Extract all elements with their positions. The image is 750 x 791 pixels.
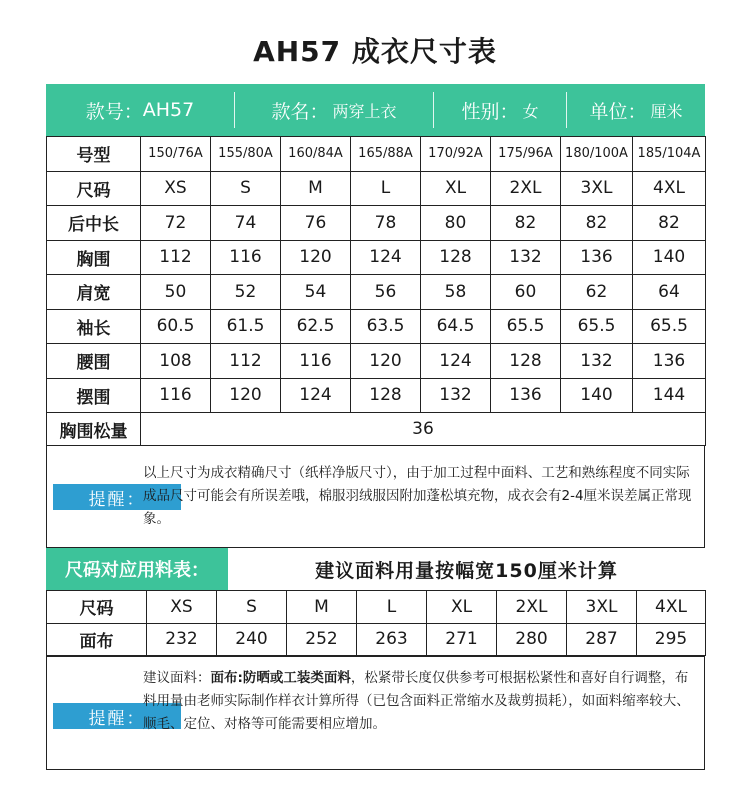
size-cell: 52 [211, 275, 281, 310]
fabric-cell: 280 [497, 623, 567, 656]
size-cell: 132 [491, 240, 561, 275]
size-table [46, 136, 706, 446]
info-header-bar [46, 84, 705, 136]
size-cell: 108 [141, 344, 211, 379]
fabric-cell: 252 [287, 623, 357, 656]
size-cell: 160/84A [281, 137, 351, 172]
size-cell: 72 [141, 206, 211, 241]
size-cell: 65.5 [561, 309, 633, 344]
header-divider [234, 92, 235, 128]
ease-label: 胸围松量 [47, 413, 141, 446]
header-divider [433, 92, 434, 128]
style-number [46, 84, 234, 136]
size-cell: 56 [351, 275, 421, 310]
size-row [47, 275, 706, 310]
size-cell: 80 [421, 206, 491, 241]
size-cell: 128 [351, 378, 421, 413]
size-cell: 3XL [561, 171, 633, 206]
fabric-cell: 4XL [637, 591, 706, 624]
row-header: 尺码 [47, 171, 141, 206]
size-cell: 132 [561, 344, 633, 379]
fabric-cell: 295 [637, 623, 706, 656]
size-cell: 116 [141, 378, 211, 413]
size-row [47, 240, 706, 275]
size-cell: 136 [491, 378, 561, 413]
size-cell: 185/104A [633, 137, 706, 172]
page-title: AH57 成衣尺寸表 [253, 35, 497, 68]
size-cell: 112 [141, 240, 211, 275]
size-cell: 63.5 [351, 309, 421, 344]
size-cell: 170/92A [421, 137, 491, 172]
fabric-cell: 232 [147, 623, 217, 656]
fabric-amount-row [47, 623, 706, 656]
fabric-notice-box [46, 656, 705, 770]
fabric-cell: 3XL [567, 591, 637, 624]
row-header: 面布 [47, 623, 147, 656]
size-cell: 155/80A [211, 137, 281, 172]
fabric-cell: M [287, 591, 357, 624]
header-divider [566, 92, 567, 128]
fabric-cell: 287 [567, 623, 637, 656]
size-cell: 120 [281, 240, 351, 275]
size-cell: 112 [211, 344, 281, 379]
size-cell: M [281, 171, 351, 206]
fabric-notice-body: ，松紧带长度仅供参考可根据松紧性和喜好自行调整，布料用量由老师实际制作样衣计算所得（已包含面料正常缩水及裁剪损耗），如面料缩率较大、顺毛、定位、对格等可能需要相应增加。 [143, 670, 690, 732]
size-cell: 4XL [633, 171, 706, 206]
size-cell: 65.5 [491, 309, 561, 344]
size-cell: 128 [421, 240, 491, 275]
size-cell: 58 [421, 275, 491, 310]
size-cell: 175/96A [491, 137, 561, 172]
ease-value: 36 [141, 413, 706, 446]
style-number-value: AH57 [142, 99, 195, 121]
row-header: 肩宽 [47, 275, 141, 310]
size-cell: 116 [281, 344, 351, 379]
size-row [47, 171, 706, 206]
size-cell: 62.5 [281, 309, 351, 344]
size-cell: 120 [351, 344, 421, 379]
size-cell: 124 [281, 378, 351, 413]
fabric-cell: 240 [217, 623, 287, 656]
size-cell: 61.5 [211, 309, 281, 344]
fabric-cell: XS [147, 591, 217, 624]
size-cell: 180/100A [561, 137, 633, 172]
size-cell: 116 [211, 240, 281, 275]
fabric-notice-text [143, 667, 695, 736]
fabric-notice-badge: 提醒： [53, 703, 181, 729]
fabric-cell: 271 [427, 623, 497, 656]
row-header: 尺码 [47, 591, 147, 624]
row-header: 后中长 [47, 206, 141, 241]
size-row [47, 137, 706, 172]
size-cell: 82 [633, 206, 706, 241]
fabric-cell: 2XL [497, 591, 567, 624]
size-cell: 78 [351, 206, 421, 241]
style-name-label: 款名： [271, 100, 329, 123]
ease-row [47, 413, 706, 446]
size-cell: 82 [491, 206, 561, 241]
style-number-label: 款号： [85, 100, 143, 123]
gender-label: 性别： [461, 100, 519, 123]
row-header: 胸围 [47, 240, 141, 275]
unit-label: 单位： [589, 100, 647, 123]
size-cell: 165/88A [351, 137, 421, 172]
size-cell: XS [141, 171, 211, 206]
size-cell: 50 [141, 275, 211, 310]
size-cell: 60.5 [141, 309, 211, 344]
notice-badge: 提醒： [53, 484, 181, 510]
unit-value: 厘米 [650, 101, 683, 121]
gender-value: 女 [522, 101, 539, 121]
notice-box [46, 445, 705, 548]
size-cell: 136 [633, 344, 706, 379]
row-header: 号型 [47, 137, 141, 172]
size-row [47, 344, 706, 379]
size-cell: 64 [633, 275, 706, 310]
size-cell: 82 [561, 206, 633, 241]
size-cell: 128 [491, 344, 561, 379]
size-cell: 74 [211, 206, 281, 241]
size-cell: 136 [561, 240, 633, 275]
row-header: 摆围 [47, 378, 141, 413]
row-header: 袖长 [47, 309, 141, 344]
size-cell: 76 [281, 206, 351, 241]
size-row [47, 378, 706, 413]
size-cell: 124 [421, 344, 491, 379]
fabric-notice-bold: 面布:防晒或工装类面料 [210, 670, 351, 686]
fabric-cell: XL [427, 591, 497, 624]
fabric-cell: 263 [357, 623, 427, 656]
fabric-cell: S [217, 591, 287, 624]
size-cell: 60 [491, 275, 561, 310]
style-name [235, 84, 433, 136]
size-row [47, 309, 706, 344]
fabric-table-label: 尺码对应用料表： [46, 548, 228, 590]
notice-text: 以上尺寸为成衣精确尺寸（纸样净版尺寸），由于加工过程中面料、工艺和熟练程度不同实际成品尺寸可能会有所误差哦，棉服羽绒服因附加蓬松填充物，成衣会有2-4厘米误差属正常现象。 [143, 465, 692, 527]
gender [434, 84, 566, 136]
size-cell: 144 [633, 378, 706, 413]
fabric-table-title: 建议面料用量按幅宽150厘米计算 [315, 559, 618, 582]
size-cell: 124 [351, 240, 421, 275]
fabric-table [46, 590, 706, 656]
size-row [47, 206, 706, 241]
size-cell: 132 [421, 378, 491, 413]
unit [567, 84, 705, 136]
size-cell: 150/76A [141, 137, 211, 172]
size-cell: 62 [561, 275, 633, 310]
size-cell: 2XL [491, 171, 561, 206]
style-name-value: 两穿上衣 [332, 101, 397, 121]
row-header: 腰围 [47, 344, 141, 379]
fabric-cell: L [357, 591, 427, 624]
size-cell: 65.5 [633, 309, 706, 344]
size-cell: S [211, 171, 281, 206]
fabric-notice-prefix: 建议面料： [143, 670, 211, 686]
size-cell: 140 [561, 378, 633, 413]
fabric-size-row [47, 591, 706, 624]
size-cell: 140 [633, 240, 706, 275]
size-cell: 64.5 [421, 309, 491, 344]
size-cell: 54 [281, 275, 351, 310]
size-cell: XL [421, 171, 491, 206]
size-cell: 120 [211, 378, 281, 413]
size-cell: L [351, 171, 421, 206]
